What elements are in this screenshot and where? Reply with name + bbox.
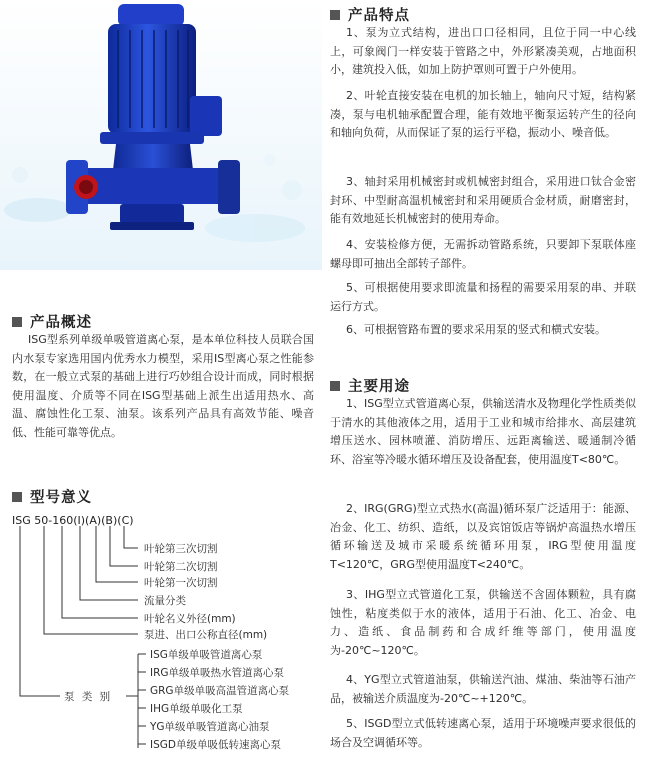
model-code: ISG 50-160(I)(A)(B)(C) <box>12 514 134 527</box>
model-label-cut-1: 叶轮第一次切割 <box>144 577 218 589</box>
application-text-3: 3、IHG型立式管道化工泵，供输送不含固体颗粒，具有腐蚀性，粘度类似于水的液体，适用于石油、化工、冶金、电力、造纸、食品制药和合成纤维等部门，使用温度为-20℃~120℃。 <box>330 588 636 657</box>
features-heading <box>330 4 410 25</box>
pump-type-yg: YG单级单吸管道离心油泵 <box>150 721 270 733</box>
feature-text-6: 6、可根据管路布置的要求采用泵的竖式和横式安装。 <box>346 323 606 336</box>
feature-item-1 <box>330 24 636 80</box>
application-text-4: 4、YG型立式管道油泵，供输送汽油、煤油、柴油等石油产品，被输送介质温度为-20℃~+120℃。 <box>330 673 636 705</box>
feature-text-4: 4、安装检修方便，无需拆动管路系统，只要卸下泵联体座螺母即可抽出全部转子部件。 <box>330 238 636 270</box>
application-text-2: 2、IRG(GRG)型立式热水(高温)循环泵广泛适用于：能源、冶金、化工、纺织、造纸，以及宾馆饭店等锅炉高温热水增压循环输送及城市采暖系统循环用泵，IRG型使用温度T<120℃，GRG型使用温度T<240℃。 <box>330 502 636 571</box>
application-item-4 <box>330 671 636 708</box>
application-item-5 <box>330 715 636 752</box>
pump-type-ihg: IHG单级单吸化工泵 <box>150 703 243 715</box>
feature-text-1: 1、泵为立式结构，进出口口径相同，且位于同一中心线上，可象阀门一样安装于管路之中，外形紧凑美观，占地面积小，建筑投入低，如加上防护罩则可置于户外使用。 <box>330 26 636 77</box>
model-label-diameter: 泵进、出口公称直径(mm) <box>144 629 268 641</box>
feature-item-5 <box>330 279 636 316</box>
pump-type-irg: IRG单级单吸热水管道离心泵 <box>150 667 285 679</box>
feature-item-4 <box>330 236 636 273</box>
applications-heading <box>330 375 410 396</box>
model-label-cut-2: 叶轮第二次切割 <box>144 561 218 573</box>
model-meaning-title: 型号意义 <box>30 490 92 506</box>
model-label-cut-3: 叶轮第三次切割 <box>144 543 218 555</box>
application-text-1: 1、ISG型立式管道离心泵，供输送清水及物理化学性质类似于清水的其他液体之用，适用于工业和城市给排水、高层建筑增压送水、园林喷灌、消防增压、远距离输送、暖通制冷循环、浴室等冷暖水循环增压及设备配套，使用温度T<80℃。 <box>330 397 636 466</box>
product-overview-body: ISG型系列单级单吸管道离心泵，是本单位科技人员联合国内水泵专家选用国内优秀水力模型，采用IS型离心泵之性能参数，在一般立式泵的基础上进行巧妙组合设计而成，同时根据使用温度、介质等不同在ISG型基础上派生出适用热水、高温、腐蚀性化工泵、油泵。该系列产品具有高效节能、噪音低、性能可靠等优点。 <box>12 333 314 439</box>
model-label-impeller: 叶轮名义外径(mm) <box>144 613 236 625</box>
model-diagram-lines <box>0 0 322 757</box>
product-overview-title: 产品概述 <box>30 315 92 331</box>
model-label-flow: 流量分类 <box>144 595 186 607</box>
pump-type-isg: ISG单级单吸管道离心泵 <box>150 649 263 661</box>
pump-category-label: 泵 类 别 <box>64 691 113 703</box>
pump-type-isgd: ISGD单级单吸低转速离心泵 <box>150 739 281 751</box>
applications-title: 主要用途 <box>348 379 410 395</box>
feature-text-2: 2、叶轮直接安装在电机的加长轴上，轴向尺寸短，结构紧凑，泵与电机轴承配置合理，能有效地平衡泵运转产生的径向和轴向负荷，从而保证了泵的运行平稳，振动小、噪音低。 <box>330 89 636 140</box>
heading-square-icon <box>330 381 340 391</box>
application-item-2 <box>330 500 636 574</box>
feature-text-3: 3、轴封采用机械密封或机械密封组合，采用进口钛合金密封环、中型耐高温机械密封和采用硬质合金材质，耐磨密封，能有效地延长机械密封的使用寿命。 <box>330 175 636 226</box>
feature-text-5: 5、可根据使用要求即流量和扬程的需要采用泵的串、并联运行方式。 <box>330 281 636 313</box>
heading-square-icon <box>330 10 340 20</box>
application-item-3 <box>330 586 636 660</box>
application-text-5: 5、ISGD型立式低转速离心泵，适用于环境噪声要求很低的场合及空调循环等。 <box>330 717 636 749</box>
features-title: 产品特点 <box>348 8 410 24</box>
feature-item-2 <box>330 87 636 143</box>
application-item-1 <box>330 395 636 469</box>
feature-item-6 <box>330 321 636 340</box>
pump-type-grg: GRG单级单吸高温管道离心泵 <box>150 685 290 697</box>
feature-item-3 <box>330 173 636 229</box>
